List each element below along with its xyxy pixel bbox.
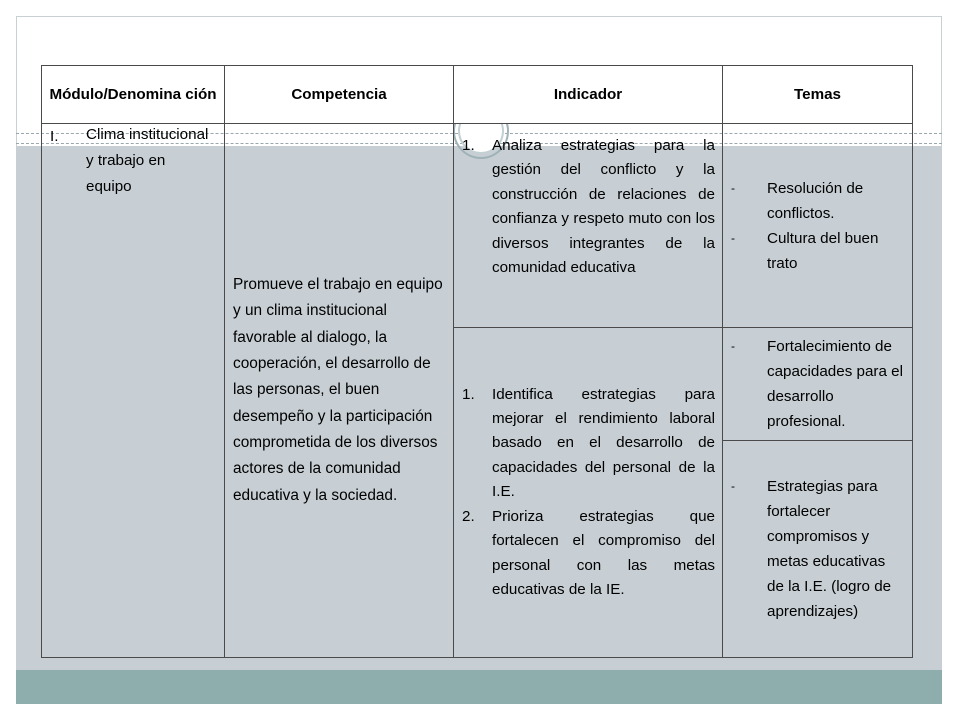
tema-text: Estrategias para fortalecer compromisos y metas educativas de la I.E. (logro de aprendizajes) xyxy=(767,478,892,620)
modulo-number: I. xyxy=(50,128,59,145)
tema-item xyxy=(731,176,906,226)
footer-bar xyxy=(16,670,942,704)
cell-indicador-1 xyxy=(454,124,723,328)
indicator-text: Prioriza estrategias que fortalecen el compromiso del personal con las metas educativas de la IE. xyxy=(492,507,715,598)
modulo-item xyxy=(42,124,224,200)
cell-temas-2 xyxy=(723,328,913,441)
indicator-text: Identifica estrategias para mejorar el rendimiento laboral basado en el desarrollo de capacidades del personal de la I.E. xyxy=(492,385,715,501)
indicator-number: 1. xyxy=(462,137,475,154)
cell-indicador-2 xyxy=(454,328,723,658)
temas-list-3 xyxy=(731,474,906,624)
header-row xyxy=(42,66,913,124)
tema-item xyxy=(731,226,906,276)
indicator-number: 2. xyxy=(462,507,475,525)
header-competencia: Competencia xyxy=(225,66,454,124)
tema-text: Fortalecimiento de capacidades para el desarrollo profesional. xyxy=(767,338,903,430)
tema-bullet: - xyxy=(731,230,735,245)
indicator-item xyxy=(462,383,715,505)
header-indicador: Indicador xyxy=(454,66,723,124)
temas-list-2 xyxy=(731,334,906,434)
indicator-list-1 xyxy=(462,134,715,280)
header-modulo: Módulo/Denomina ción xyxy=(42,66,225,124)
curriculum-table xyxy=(41,65,913,658)
header-temas: Temas xyxy=(723,66,913,124)
indicator-text: Analiza estrategias para la gestión del conflicto y la construcción de relaciones de confianza y respeto muto con los diversos integrantes de la comunidad educativa xyxy=(492,137,715,277)
indicator-item xyxy=(462,505,715,603)
indicator-list-2 xyxy=(462,383,715,603)
tema-text: Cultura del buen trato xyxy=(767,229,879,272)
cell-temas-1 xyxy=(723,124,913,328)
temas-list-1 xyxy=(731,176,906,276)
tema-item xyxy=(731,334,906,434)
tema-bullet: - xyxy=(731,180,735,195)
tema-text: Resolución de conflictos. xyxy=(767,179,864,222)
tema-bullet: - xyxy=(731,479,735,493)
cell-modulo xyxy=(42,124,225,658)
tema-item xyxy=(731,474,906,624)
modulo-label: Clima institucional y trabajo en equipo xyxy=(86,126,209,195)
cell-competencia: Promueve el trabajo en equipo y un clima institucional favorable al dialogo, la cooperación, el desarrollo de las personas, el buen desempeño y la participación comprometida de los diversos actores de la comunidad educativa y la sociedad. xyxy=(225,124,454,658)
indicator-item xyxy=(462,134,715,280)
row-1 xyxy=(42,124,913,328)
tema-bullet: - xyxy=(731,339,735,353)
indicator-number: 1. xyxy=(462,385,475,403)
cell-temas-3 xyxy=(723,441,913,658)
